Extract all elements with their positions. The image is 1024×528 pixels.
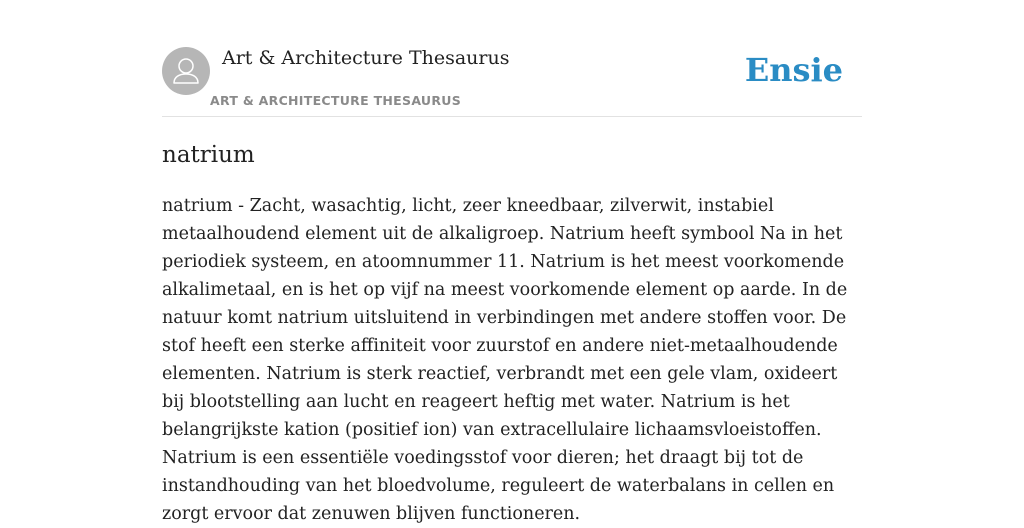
user-outline-icon xyxy=(162,47,210,95)
page-title: natrium xyxy=(162,142,255,168)
brand-logo[interactable]: Ensie xyxy=(744,51,843,89)
source-subtitle: ART & ARCHITECTURE THESAURUS xyxy=(210,93,462,108)
avatar[interactable] xyxy=(162,47,210,95)
source-title[interactable]: Art & Architecture Thesaurus xyxy=(222,47,510,69)
definition-text: natrium - Zacht, wasachtig, licht, zeer kneedbaar, zilverwit, instabiel metaalhoudend element uit de alkaligroep. Natrium heeft symbool Na in het periodiek systeem, en atoomnummer 11. Natrium is het meest voorkomende alkalimetaal, en is het op vijf na meest voorkomende element op aarde. In de natuur komt natrium uitsluitend in verbindingen met andere stoffen voor. De stof heeft een sterke affiniteit voor zuurstof en andere niet-metaalhoudende elementen. Natrium is sterk reactief, verbrandt met een gele vlam, oxideert bij blootstelling aan lucht en reageert heftig met water. Natrium is het belangrijkste kation (positief ion) van extracellulaire lichaamsvloeistoffen. Natrium is een essentiële voedingsstof voor dieren; het draagt bij tot de instandhouding van het bloedvolume, reguleert de waterbalans in cellen en zorgt ervoor dat zenuwen blijven functioneren. xyxy=(162,196,848,524)
source-header xyxy=(162,46,862,117)
